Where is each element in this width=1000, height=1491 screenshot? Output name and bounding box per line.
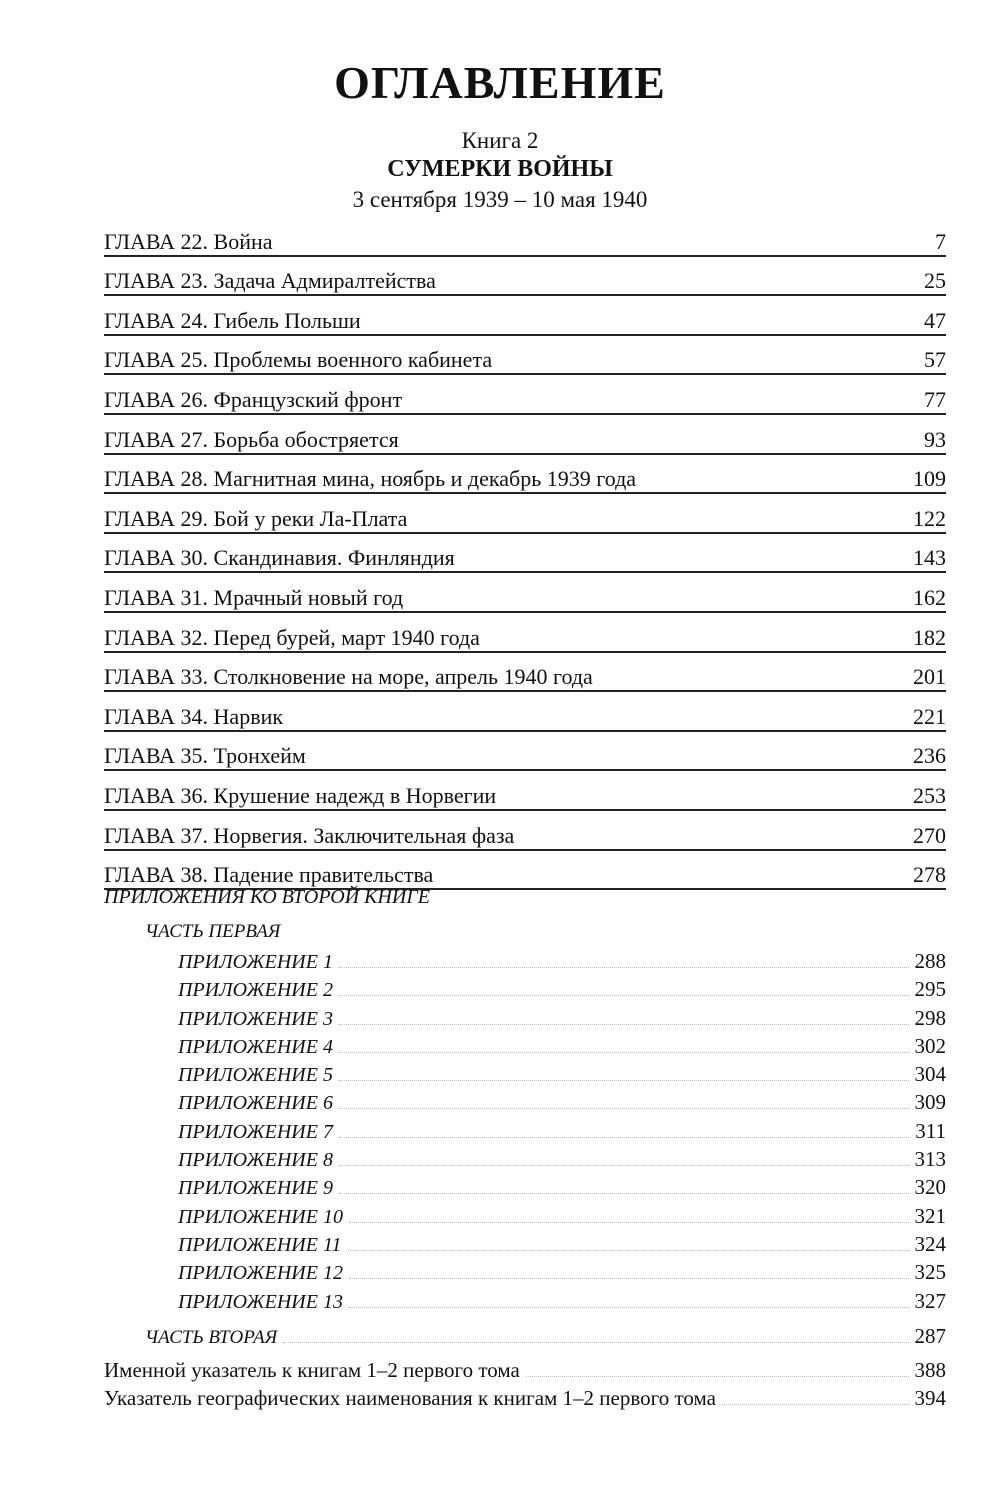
chapter-row-label: ГЛАВА 23. Задача Адмиралтейства	[104, 268, 436, 294]
dot-leader	[339, 1094, 909, 1109]
appendix-row-label: ПРИЛОЖЕНИЕ 1	[178, 951, 333, 973]
chapter-row-page: 7	[935, 228, 946, 254]
chapter-row-label: ГЛАВА 31. Мрачный новый год	[104, 584, 404, 610]
chapter-row[interactable]	[104, 613, 946, 653]
index-row[interactable]	[104, 1358, 946, 1386]
appendix-row[interactable]	[178, 1006, 946, 1034]
dot-leader	[722, 1390, 909, 1405]
dot-leader	[339, 1066, 909, 1081]
chapter-row-page: 236	[913, 743, 946, 769]
chapter-row-page: 221	[913, 703, 946, 729]
appendix-row-label: ПРИЛОЖЕНИЕ 13	[178, 1290, 343, 1313]
chapter-row-page: 182	[913, 624, 946, 650]
chapter-row-label: ГЛАВА 34. Нарвик	[104, 703, 284, 729]
index-row[interactable]	[104, 1386, 946, 1414]
appendix-row-label: ПРИЛОЖЕНИЕ 6	[178, 1092, 333, 1115]
appendix-row[interactable]	[178, 949, 946, 977]
chapter-row[interactable]	[104, 455, 946, 495]
appendix-row-label: ПРИЛОЖЕНИЕ 12	[178, 1262, 343, 1285]
appendix-row-page: 304	[914, 1062, 946, 1087]
appendix-row[interactable]	[178, 1119, 946, 1147]
chapter-row-page: 143	[913, 545, 946, 571]
appendix-list	[178, 949, 946, 1317]
appendix-row-page: 309	[914, 1090, 946, 1115]
chapter-row-page: 201	[913, 664, 946, 690]
chapter-row[interactable]	[104, 296, 946, 336]
chapter-row-label: ГЛАВА 30. Скандинавия. Финляндия	[104, 545, 455, 571]
appendix-row[interactable]	[178, 1062, 946, 1090]
chapter-row-page: 278	[913, 862, 946, 888]
appendix-row-label: ПРИЛОЖЕНИЕ 3	[178, 1007, 333, 1030]
appendix-row-label: ПРИЛОЖЕНИЕ 11	[178, 1233, 342, 1256]
appendix-row-label: ПРИЛОЖЕНИЕ 5	[178, 1064, 333, 1087]
chapter-row-label: ГЛАВА 35. Тронхейм	[104, 743, 306, 769]
chapter-row[interactable]	[104, 811, 946, 851]
dot-leader	[339, 1010, 909, 1025]
appendix-row-page: 324	[914, 1231, 946, 1256]
book-dates: 3 сентября 1939 – 10 мая 1940	[352, 187, 648, 212]
chapter-row-label: ГЛАВА 36. Крушение надежд в Норвегии	[104, 782, 497, 808]
chapter-row[interactable]	[104, 534, 946, 574]
index-row-label: Именной указатель к книгам 1–2 первого тома	[104, 1358, 520, 1382]
chapter-row[interactable]	[104, 336, 946, 376]
dot-leader	[349, 1293, 909, 1308]
chapter-row-label: ГЛАВА 28. Магнитная мина, ноябрь и декабрь 1939 года	[104, 466, 637, 492]
chapter-row-label: ГЛАВА 22. Война	[104, 228, 273, 254]
dot-leader	[339, 1151, 909, 1166]
appendix-row[interactable]	[178, 1175, 946, 1203]
chapter-row[interactable]	[104, 375, 946, 415]
dot-leader	[339, 1123, 909, 1138]
index-row-page: 394	[914, 1386, 946, 1410]
appendix-row-page: 325	[914, 1260, 946, 1285]
chapter-list	[104, 217, 946, 890]
chapter-row-page: 162	[913, 584, 946, 610]
index-list	[104, 1358, 946, 1414]
appendix-row-label: ПРИЛОЖЕНИЕ 9	[178, 1177, 333, 1200]
chapter-row-page: 47	[924, 307, 946, 333]
dot-leader	[349, 1264, 909, 1279]
chapter-row[interactable]	[104, 732, 946, 772]
chapter-row-label: ГЛАВА 26. Французский фронт	[104, 386, 403, 412]
chapter-row-label: ГЛАВА 25. Проблемы военного кабинета	[104, 347, 493, 373]
appendix-row-label: ПРИЛОЖЕНИЕ 4	[178, 1035, 333, 1058]
appendix-row-label: ПРИЛОЖЕНИЕ 7	[178, 1120, 333, 1143]
chapter-row[interactable]	[104, 573, 946, 613]
chapter-row[interactable]	[104, 257, 946, 297]
chapter-row[interactable]	[104, 653, 946, 693]
book-subtitle: СУМЕРКИ ВОЙНЫ	[387, 156, 613, 182]
chapter-row-label: ГЛАВА 38. Падение правительства	[104, 862, 434, 888]
dot-leader	[348, 1236, 909, 1251]
chapter-row-page: 77	[924, 386, 946, 412]
chapter-row-page: 109	[913, 466, 946, 492]
chapter-row[interactable]	[104, 494, 946, 534]
part-two-page: 287	[914, 1324, 946, 1348]
appendix-row[interactable]	[178, 1147, 946, 1175]
chapter-row-label: ГЛАВА 32. Перед бурей, март 1940 года	[104, 624, 480, 650]
dot-leader	[339, 953, 909, 968]
part-two-label: ЧАСТЬ ВТОРАЯ	[145, 1327, 278, 1348]
chapter-row-label: ГЛАВА 27. Борьба обостряется	[104, 426, 399, 452]
chapter-row[interactable]	[104, 851, 946, 891]
appendix-row[interactable]	[178, 1034, 946, 1062]
appendix-row-page: 295	[914, 977, 946, 1002]
part-one-label: ЧАСТЬ ПЕРВАЯ	[145, 921, 281, 942]
appendix-row-page: 320	[914, 1175, 946, 1200]
chapter-row[interactable]	[104, 692, 946, 732]
appendix-row[interactable]	[178, 1204, 946, 1232]
page-title: ОГЛАВЛЕНИЕ	[334, 57, 666, 108]
appendix-row-page: 302	[914, 1033, 946, 1058]
index-row-label: Указатель географических наименования к книгам 1–2 первого тома	[104, 1386, 716, 1410]
appendix-row[interactable]	[178, 1090, 946, 1118]
chapter-row-page: 253	[913, 782, 946, 808]
chapter-row-page: 270	[913, 822, 946, 848]
chapter-row[interactable]	[104, 415, 946, 455]
appendix-row-label: ПРИЛОЖЕНИЕ 10	[178, 1205, 343, 1228]
appendix-row-page: 288	[914, 949, 946, 973]
chapter-row[interactable]	[104, 217, 946, 257]
dot-leader	[339, 981, 909, 996]
chapter-row-page: 25	[924, 268, 946, 294]
appendix-row[interactable]	[178, 977, 946, 1005]
part-two-row[interactable]	[145, 1324, 946, 1349]
chapter-row-page: 57	[924, 347, 946, 373]
index-row-page: 388	[914, 1358, 946, 1382]
appendix-row-page: 298	[914, 1005, 946, 1030]
appendix-row-page: 311	[915, 1118, 946, 1143]
appendix-row[interactable]	[178, 1232, 946, 1260]
book-number: Книга 2	[461, 128, 539, 153]
dot-leader	[339, 1038, 909, 1053]
dot-leader	[349, 1208, 909, 1223]
chapter-row-page: 122	[913, 505, 946, 531]
dot-leader	[283, 1328, 908, 1343]
appendix-row[interactable]	[178, 1260, 946, 1288]
appendix-row-label: ПРИЛОЖЕНИЕ 8	[178, 1149, 333, 1172]
appendix-row-page: 313	[914, 1147, 946, 1172]
chapter-row-label: ГЛАВА 37. Норвегия. Заключительная фаза	[104, 822, 515, 848]
appendix-row-page: 327	[914, 1288, 946, 1313]
appendix-row[interactable]	[178, 1289, 946, 1317]
chapter-row-label: ГЛАВА 29. Бой у реки Ла-Плата	[104, 505, 408, 531]
chapter-row-label: ГЛАВА 24. Гибель Польши	[104, 307, 361, 333]
chapter-row-page: 93	[924, 426, 946, 452]
dot-leader	[339, 1179, 909, 1194]
chapter-row[interactable]	[104, 771, 946, 811]
appendix-row-page: 321	[914, 1203, 946, 1228]
appendices-heading: ПРИЛОЖЕНИЯ КО ВТОРОЙ КНИГЕ	[104, 886, 430, 908]
dot-leader	[526, 1362, 909, 1377]
chapter-row-label: ГЛАВА 33. Столкновение на море, апрель 1940 года	[104, 664, 593, 690]
appendix-row-label: ПРИЛОЖЕНИЕ 2	[178, 979, 333, 1002]
